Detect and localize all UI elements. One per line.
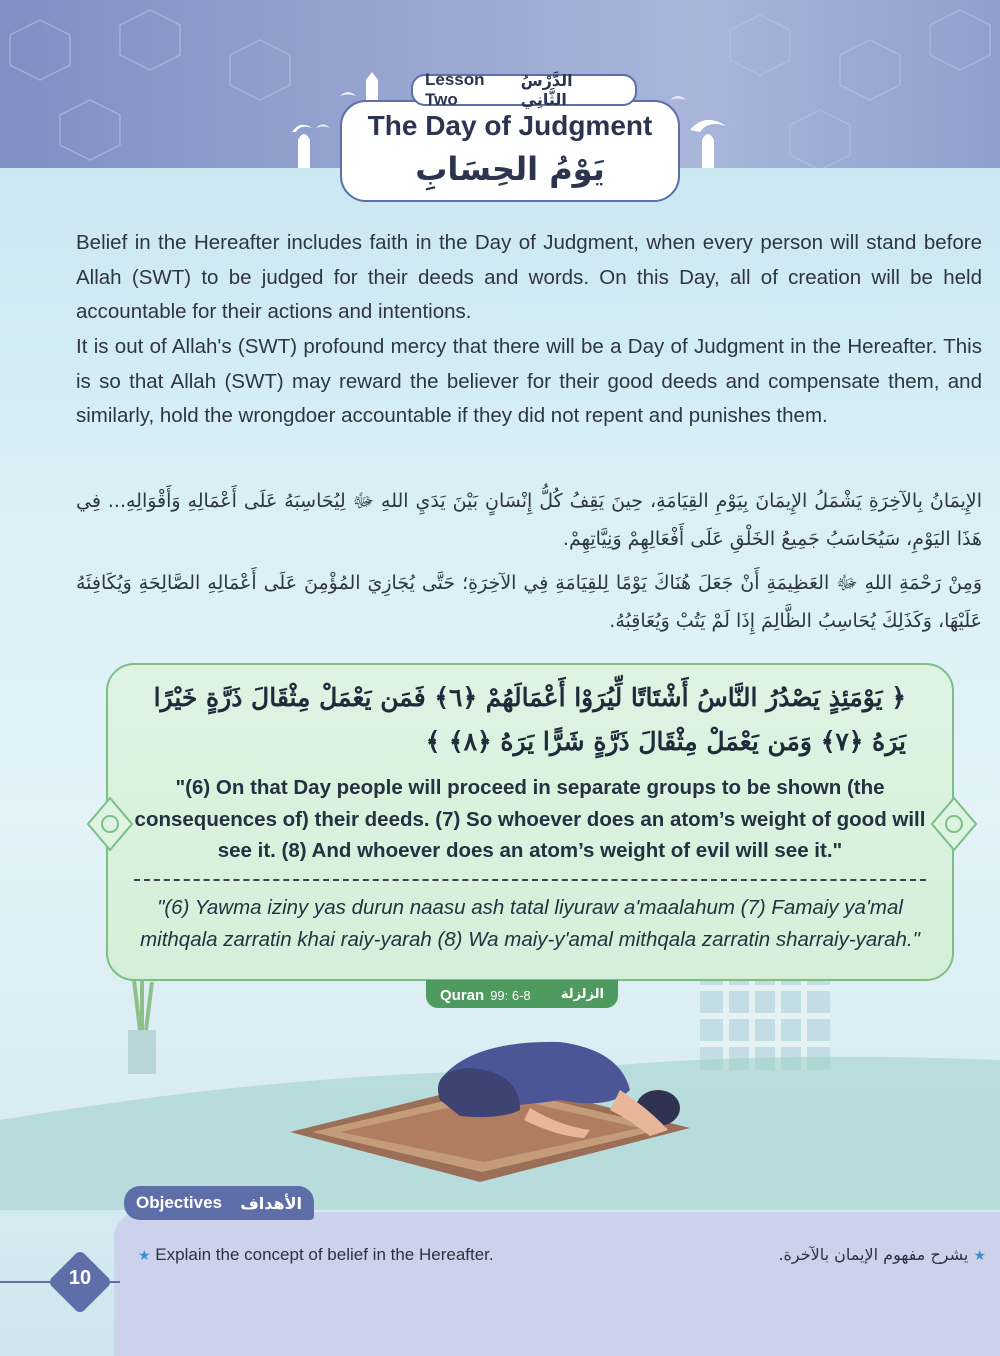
reference-surah: الزلزلة bbox=[560, 986, 604, 1002]
lesson-title-ar: يَوْمُ الحِسَابِ bbox=[415, 150, 605, 188]
verse-arabic-line-1: ﴿ يَوْمَئِذٍ يَصْدُرُ النَّاسُ أَشْتَاتًا لِّيُرَوْا أَعْمَالَهُمْ ﴿٦﴾ فَمَن يَعْمَلْ مِثْقَالَ ذَرَّةٍ خَيْرًا bbox=[153, 683, 906, 712]
verse-translation: "(6) On that Day people will proceed in separate groups to be shown (the consequences of) their deeds. (7) So whoever does an atom’s weight of good will see it. (8) And whoever does an atom’s weight of evil will see it." bbox=[134, 776, 926, 862]
reference-number: 99: 6-8 bbox=[490, 987, 531, 1003]
page-number: 10 bbox=[68, 1267, 92, 1289]
body-paragraph-2: It is out of Allah's (SWT) profound mercy that there will be a Day of Judgment in the Hereafter. This is so that Allah (SWT) may reward the believer for their good deeds and compensate them, and similarly, hold the wrongdoer accountable if they did not repent and punishes them. bbox=[76, 335, 982, 427]
lesson-label bbox=[411, 70, 637, 109]
lesson-label-en: Lesson Two bbox=[425, 70, 485, 109]
plant-pot bbox=[128, 1030, 156, 1074]
lesson-title-en: The Day of Judgment bbox=[367, 110, 653, 141]
objectives-label bbox=[124, 1186, 314, 1220]
divider bbox=[134, 879, 926, 881]
objective-item-ar: ★ يشرح مفهوم الإيمان بالآخرة. bbox=[778, 1245, 986, 1264]
objectives-panel bbox=[114, 1212, 1000, 1356]
star-icon: ★ bbox=[973, 1248, 986, 1264]
objectives-label-ar: الأهداف bbox=[240, 1193, 302, 1213]
verse-transliteration: "(6) Yawma iziny yas durun naasu ash tatal liyuraw a'maalahum (7) Famaiy ya'mal mithqala zarratin khai raiy-yarah (8) Wa maiy-y'amal mithqala zarratin sharraiy-yarah." bbox=[140, 896, 920, 951]
reference-label: Quran bbox=[440, 986, 485, 1004]
star-icon: ★ bbox=[138, 1247, 151, 1263]
verse-arabic-line-2: يَرَهُ ﴿٧﴾ وَمَن يَعْمَلْ مِثْقَالَ ذَرَّةٍ شَرًّا يَرَهُ ﴿٨﴾ ﴾ bbox=[425, 727, 906, 756]
arabic-paragraph-1: الإِيمَانُ بِالآخِرَةِ يَشْمَلُ الإِيمَانَ بِيَوْمِ القِيَامَةِ، حِينَ يَقِفُ كُلُّ إِنْسَانٍ بَيْنَ يَدَيِ اللهِ ﷻ لِيُحَاسِبَهُ عَلَى أَعْمَالِهِ وَأَقْوَالِهِ... فِي هَذَا اليَوْمِ، سَيُحَاسَبُ جَمِيعُ الخَلْقِ عَلَى أَفْعَالِهِمْ وَنِيَّاتِهِمْ. bbox=[76, 490, 982, 550]
objective-item-en: ★ Explain the concept of belief in the Hereafter. bbox=[138, 1245, 494, 1264]
body-paragraph-1: Belief in the Hereafter includes faith in the Day of Judgment, when every person will stand before Allah (SWT) to be judged for their deeds and words. On this Day, all of creation will be held accountable for their actions and intentions. bbox=[76, 231, 982, 323]
arabic-paragraph-2: وَمِنْ رَحْمَةِ اللهِ ﷻ العَظِيمَةِ أَنْ جَعَلَ هُنَاكَ يَوْمًا لِلقِيَامَةِ فِي الآخِرَةِ؛ حَتَّى يُجَازِيَ المُؤْمِنَ عَلَى أَعْمَالِهِ الصَّالِحَةِ وَيُكَافِئَهُ عَلَيْهَا، وَكَذَلِكَ يُحَاسِبُ الظَّالِمَ إِذَا لَمْ يَتُبْ وَيُعَاقِبُهُ. bbox=[76, 572, 982, 632]
lesson-label-ar: الدَّرْسُ الثَّانِي bbox=[520, 71, 573, 109]
verse-reference bbox=[426, 980, 618, 1008]
objectives-label-en: Objectives bbox=[136, 1193, 222, 1212]
